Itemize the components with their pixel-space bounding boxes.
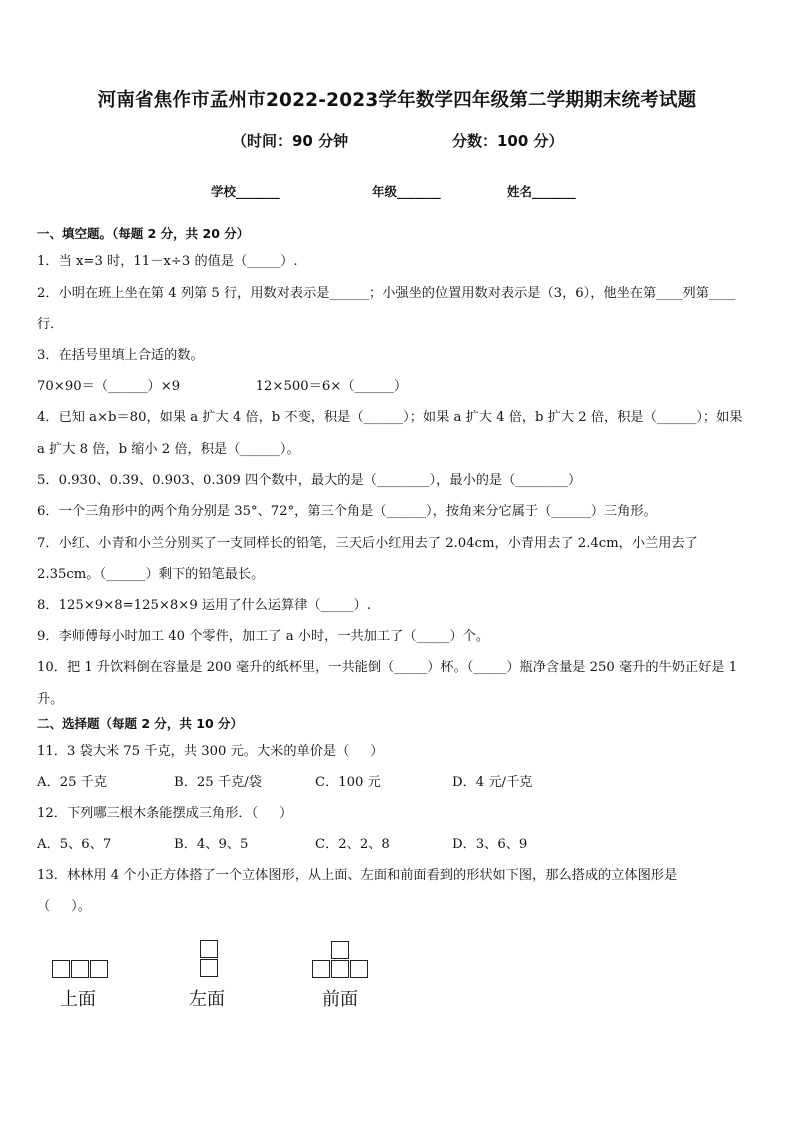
question-3-items: 70×90＝（______）×9 12×500＝6×（______） xyxy=(37,379,408,394)
left-view-label: 左面 xyxy=(189,989,225,1010)
square-cell xyxy=(312,960,330,978)
section-fill-blank: 一、填空题。（每题 2 分，共 20 分） xyxy=(37,226,250,241)
square-cell xyxy=(331,941,349,959)
question-12: 12．下列哪三根木条能摆成三角形．（ ） xyxy=(37,806,293,821)
square-cell xyxy=(200,940,218,958)
question-7-cont: 2.35cm。（______）剩下的铅笔最长。 xyxy=(37,567,265,582)
question-13: 13．林林用 4 个小正方体搭了一个立体图形，从上面、左面和前面看到的形状如下图，那么搭成的立体图形是 xyxy=(37,868,678,883)
question-9: 9．李师傅每小时加工 40 个零件，加工了 a 小时，一共加工了（_____）个。 xyxy=(37,629,490,644)
question-2-cont: 行． xyxy=(37,317,64,332)
question-11: 11．3 袋大米 75 千克，共 300 元。大米的单价是（ ） xyxy=(37,744,384,759)
school-field: 学校_______ xyxy=(211,184,280,199)
q11-option-d: D．4 元/千克 xyxy=(452,775,533,790)
exam-score: 分数：100 分） xyxy=(452,132,564,150)
square-cell xyxy=(200,959,218,977)
question-2: 2．小明在班上坐在第 4 列第 5 行，用数对表示是______；小强坐的位置用数对表示是（3，6），他坐在第____列第____ xyxy=(37,286,736,301)
square-cell xyxy=(52,960,70,978)
question-6: 6．一个三角形中的两个角分别是 35°、72°，第三个角是（______），按角来分它属于（______）三角形。 xyxy=(37,504,657,519)
question-4: 4．已知 a×b＝80，如果 a 扩大 4 倍，b 不变，积是（______）；如果 a 扩大 4 倍，b 扩大 2 倍，积是（______）；如果 xyxy=(37,410,743,425)
exam-title: 河南省焦作市孟州市2022-2023学年数学四年级第二学期期末统考试题 xyxy=(97,90,697,111)
q12-option-c: C．2、2、8 xyxy=(315,837,390,852)
section-choice: 二、选择题（每题 2 分，共 10 分） xyxy=(37,716,244,731)
question-3: 3．在括号里填上合适的数。 xyxy=(37,348,204,363)
question-5: 5．0.930、0.39、0.903、0.309 四个数中，最大的是（________），最小的是（________） xyxy=(37,473,582,488)
question-10: 10．把 1 升饮料倒在容量是 200 毫升的纸杯里，一共能倒（_____）杯。（_____）瓶净含量是 250 毫升的牛奶正好是 1 xyxy=(37,660,738,675)
name-field: 姓名_______ xyxy=(507,184,576,199)
q11-option-a: A．25 千克 xyxy=(37,775,108,790)
question-8: 8．125×9×8=125×8×9 运用了什么运算律（_____）. xyxy=(37,598,371,613)
question-10-cont: 升。 xyxy=(37,692,64,707)
q12-option-b: B．4、9、5 xyxy=(174,837,249,852)
top-view-label: 上面 xyxy=(60,989,96,1010)
question-7: 7．小红、小青和小兰分别买了一支同样长的铅笔，三天后小红用去了 2.04cm，小青用去了 2.4cm，小兰用去了 xyxy=(37,536,698,551)
q11-option-b: B．25 千克/袋 xyxy=(174,775,262,790)
square-cell xyxy=(350,960,368,978)
q12-option-d: D．3、6、9 xyxy=(452,837,528,852)
question-1: 1．当 x=3 时，11－x÷3 的值是（_____）. xyxy=(37,254,298,269)
q12-option-a: A．5、6、7 xyxy=(37,837,112,852)
square-cell xyxy=(331,960,349,978)
q11-option-c: C．100 元 xyxy=(315,775,381,790)
square-cell xyxy=(71,960,89,978)
square-cell xyxy=(90,960,108,978)
question-13-cont: （ ）。 xyxy=(37,899,91,914)
front-view-label: 前面 xyxy=(322,989,358,1010)
question-4-cont: a 扩大 8 倍，b 缩小 2 倍，积是（______）。 xyxy=(37,442,300,457)
exam-time: （时间：90 分钟 xyxy=(232,132,349,150)
grade-field: 年级_______ xyxy=(372,184,441,199)
